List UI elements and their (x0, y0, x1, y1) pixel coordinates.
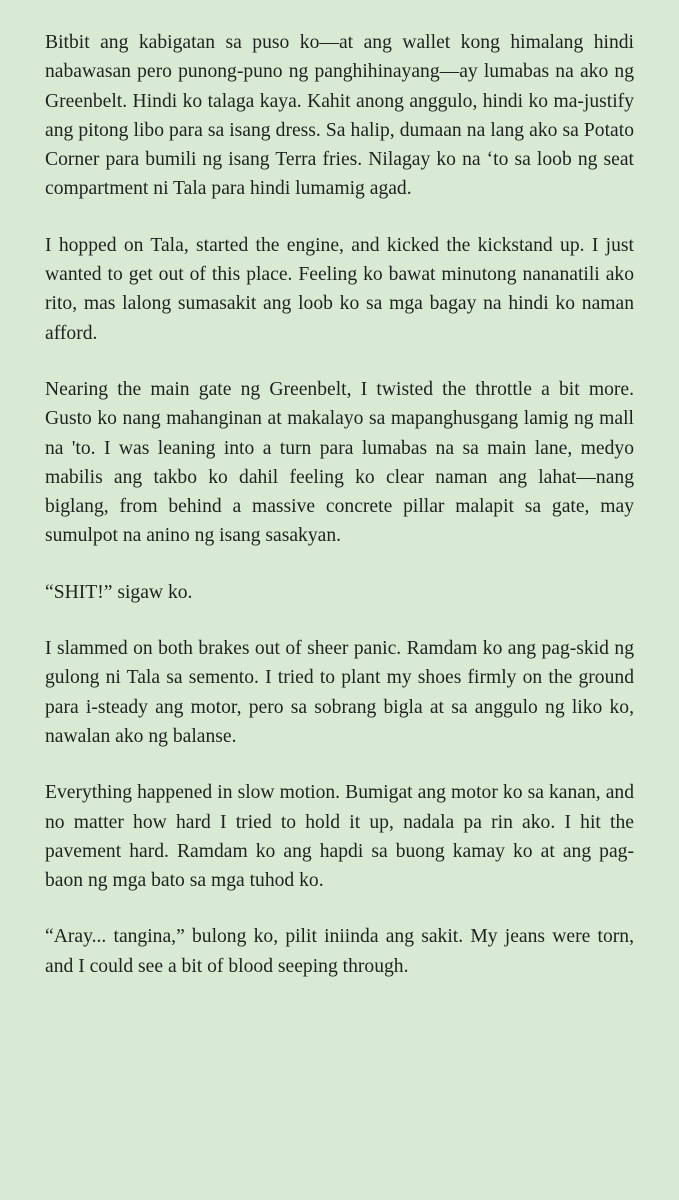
story-paragraph-2: I hopped on Tala, started the engine, and kicked the kickstand up. I just wanted to get out of this place. Feeling ko bawat minutong nananatili ako rito, mas lalong sumasakit ang loob ko sa mga bagay na hindi ko naman afford. (45, 234, 634, 344)
story-paragraph-1: Bitbit ang kabigatan sa puso ko—at ang wallet kong himalang hindi nabawasan pero punong-puno ng panghihinayang—ay lumabas na ako ng Greenbelt. Hindi ko talaga kaya. Kahit anong anggulo, hindi ko ma-justify ang pitong libo para sa isang dress. Sa halip, dumaan na lang ako sa Potato Corner para bumili ng isang Terra fries. Nilagay ko na ‘to sa loob ng seat compartment ni Tala para hindi lumamig agad. (45, 32, 634, 200)
story-dialogue-1: “SHIT!” sigaw ko. (45, 581, 193, 603)
story-paragraph-4: I slammed on both brakes out of sheer panic. Ramdam ko ang pag-skid ng gulong ni Tala sa semento. I tried to plant my shoes firmly on the ground para i-steady ang motor, pero sa sobrang bigla at sa anggulo ng liko ko, nawalan ako ng balanse. (45, 638, 634, 747)
story-paragraph-5: Everything happened in slow motion. Bumigat ang motor ko sa kanan, and no matter how hard I tried to hold it up, nadala pa rin ako. I hit the pavement hard. Ramdam ko ang hapdi sa buong kamay ko at ang pag-baon ng mga bato sa mga tuhod ko. (45, 782, 634, 892)
story-paragraph-3: Nearing the main gate ng Greenbelt, I twisted the throttle a bit more. Gusto ko nang mahanginan at makalayo sa mapanghusgang lamig ng mall na 'to. I was leaning into a turn para lumabas na sa main lane, medyo mabilis ang takbo ko dahil feeling ko clear naman ang lahat—nang biglang, from behind a massive concrete pillar malapit sa gate, may sumulpot na anino ng isang sasakyan. (45, 378, 634, 547)
story-dialogue-2: “Aray... tangina,” bulong ko, pilit iniinda ang sakit. My jeans were torn, and I could see a bit of blood seeping through. (45, 926, 634, 977)
